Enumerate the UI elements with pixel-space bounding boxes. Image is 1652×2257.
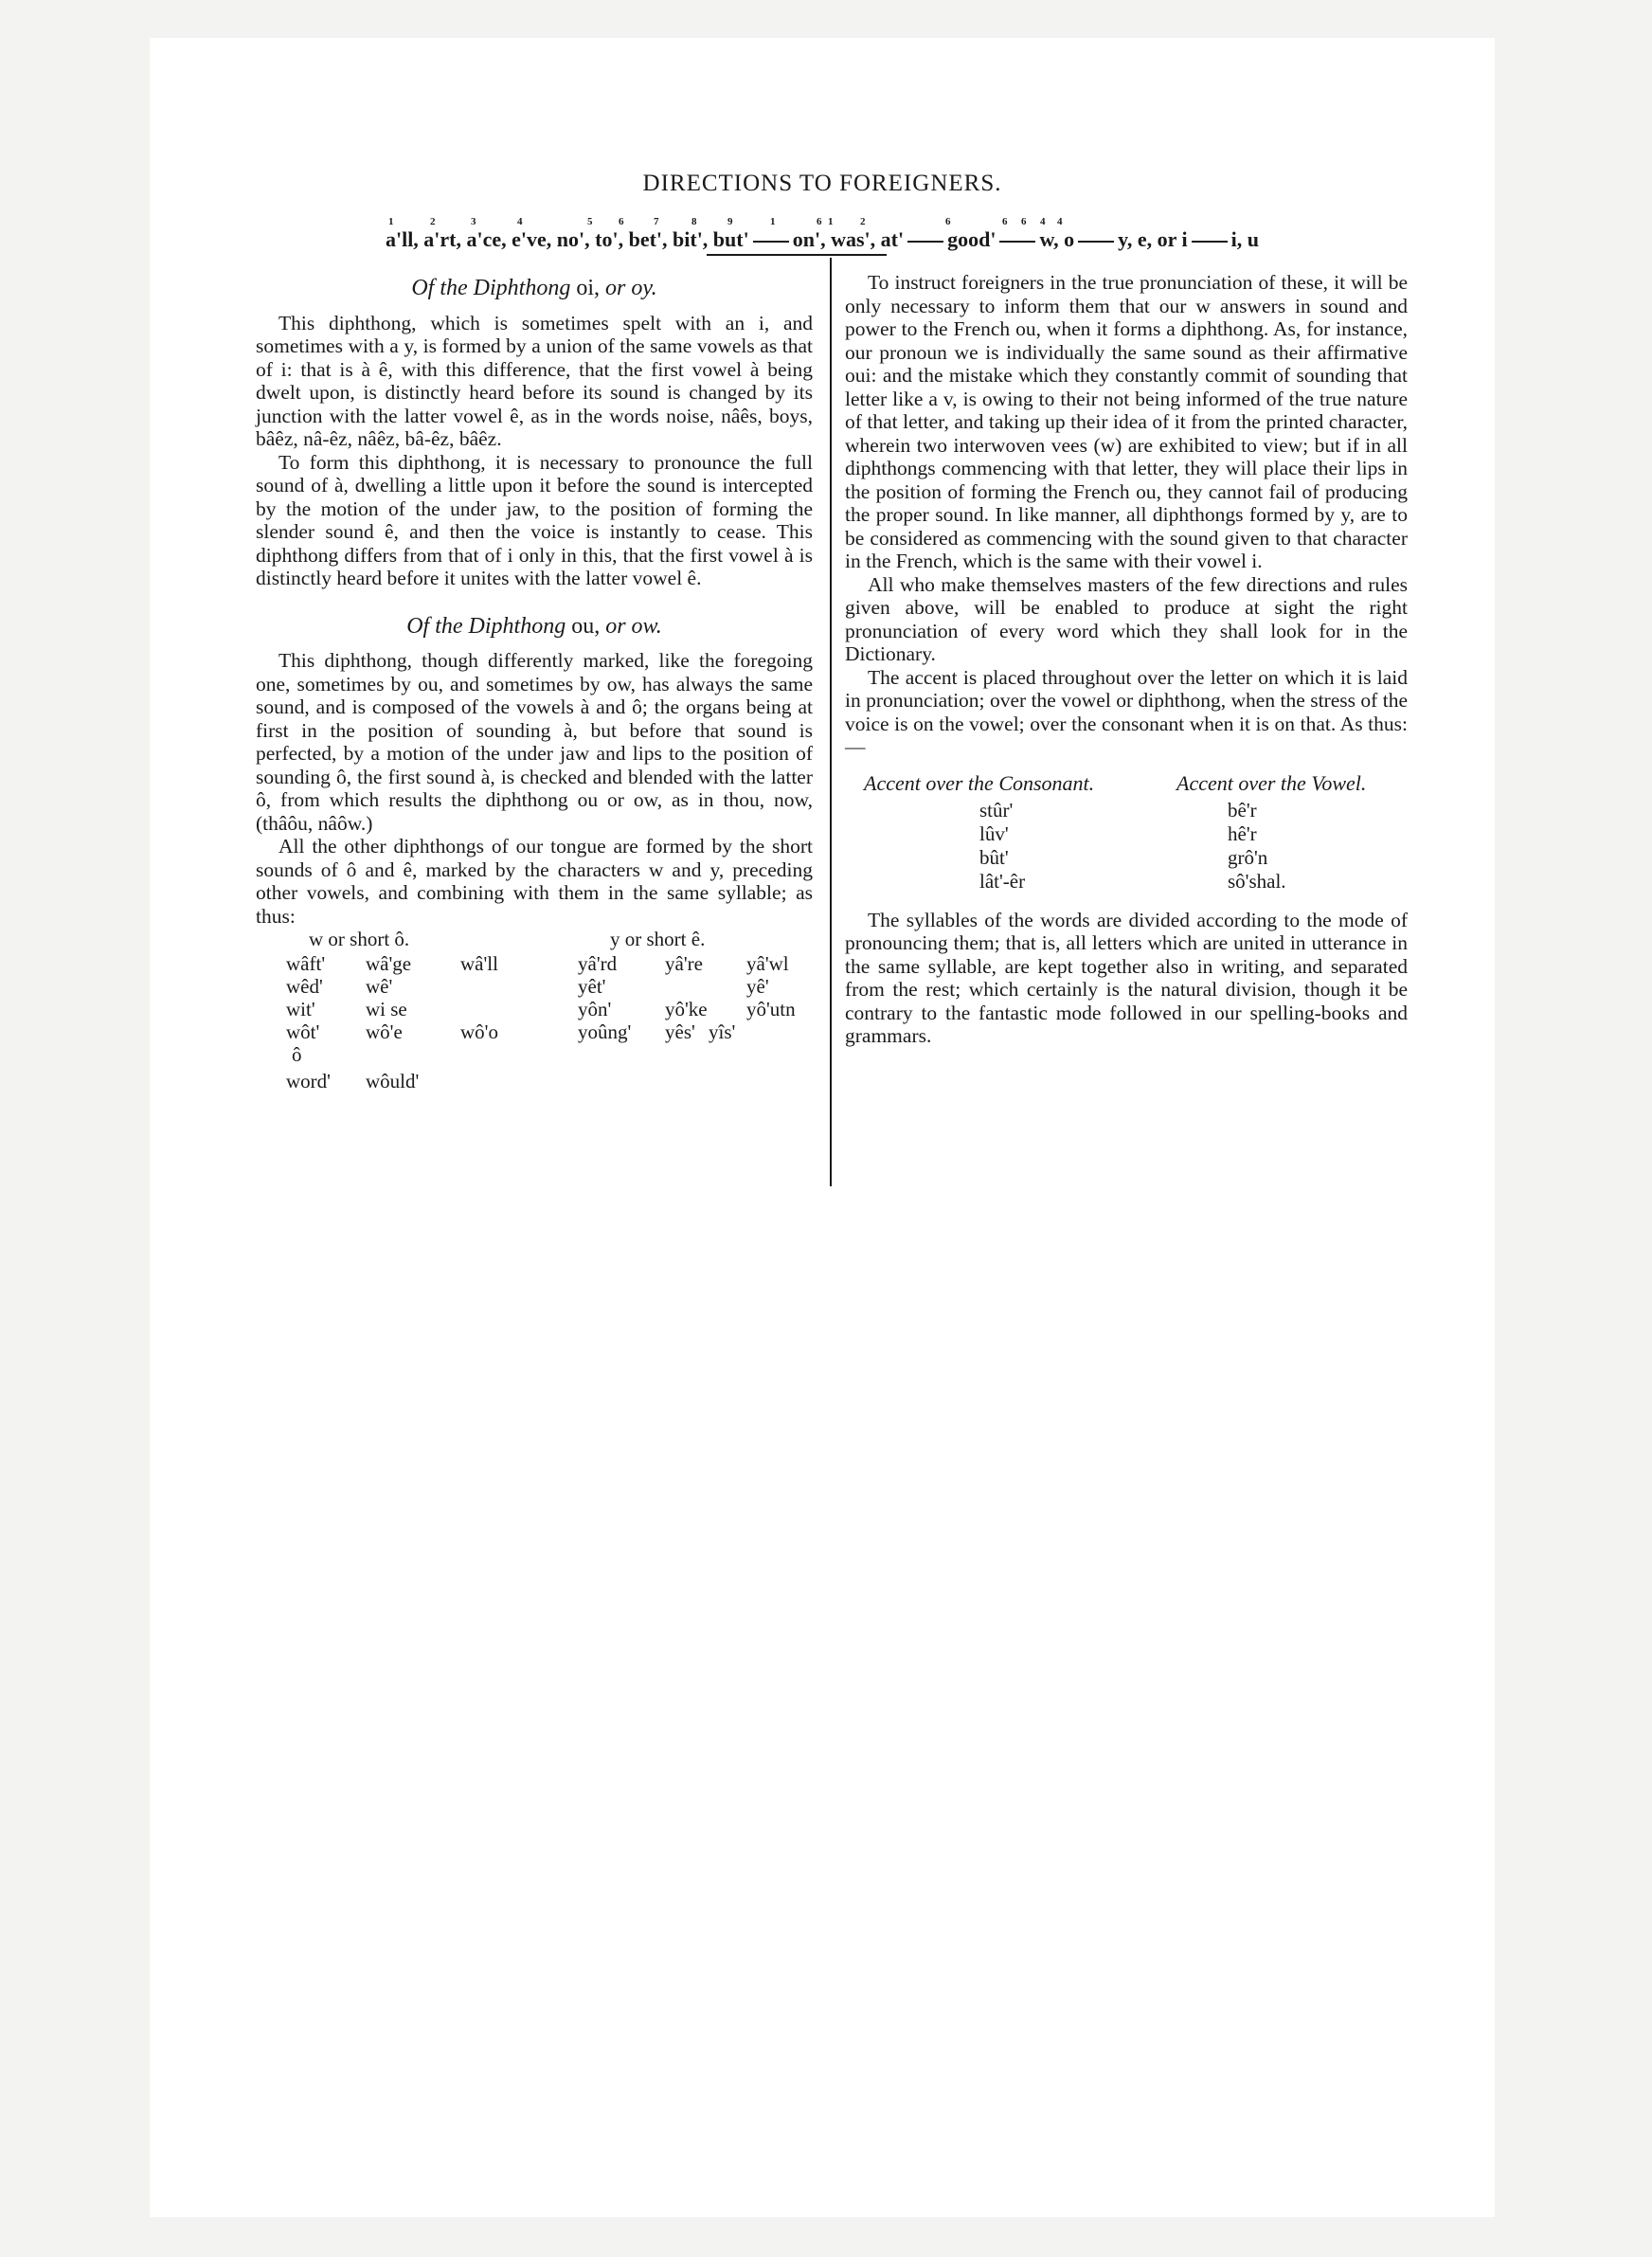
paragraph: To instruct foreigners in the true pronunciation of these, it will be only necessary to inform them that our w answers in sound and power to the French ou, when it forms a diphthong. As, for instance, our pronoun we is individually the same sound as their affirmative oui: and the mistake which they constantly commit of sounding that letter like a v, is owing to their not being informed of the true nature of that letter, and taking up their idea of it from the printed character, wherein two interwoven vees (w) are exhibited to view; but if in all diphthongs commencing with that letter, they will place their lips in the position of forming the French ou, they cannot fail of producing the proper sound. In like manner, all diphthongs formed by y, are to be considered as commencing with the sound given to that character in the French, which is the same with their vowel i. xyxy=(845,271,1408,572)
right-column xyxy=(845,271,1408,1048)
paragraph: To form this diphthong, it is necessary to pronounce the full sound of à, dwelling a little upon it before the sound is intercepted by the motion of the under jaw, to the position of forming the slender sound ê, and then the voice is instantly to cease. This diphthong differs from that of i only in this, that the first vowel à is distinctly heard before it unites with the latter vowel ê. xyxy=(256,450,813,589)
column-divider xyxy=(830,258,832,1186)
example-word: wâft' xyxy=(286,952,326,975)
paragraph: This diphthong, which is sometimes spelt with an i, and sometimes with a y, is formed by a union of the same vowels as that of i: that is à ê, with this difference, that the first vowel à being dwelt upon, is distinctly heard before its sound is changed by its junction with the latter vowel ê, as in the words noise, nâês, boys, bâêz, nâ-êz, nâêz, bâ-êz, bâêz. xyxy=(256,311,813,450)
section-heading-oi xyxy=(256,277,813,300)
key-text: w, o xyxy=(1039,227,1075,251)
key-text: good' xyxy=(947,227,997,251)
key-number: 3 xyxy=(471,216,476,227)
key-number: 1 xyxy=(828,216,834,227)
page-title: DIRECTIONS TO FOREIGNERS. xyxy=(642,171,1002,196)
paragraph: The accent is placed throughout over the letter on which it is laid in pronunciation; over the vowel or diphthong, when the stress of the voice is on the vowel; over the consonant when it is on that. As thus:— xyxy=(845,665,1408,758)
key-number: 4 xyxy=(1057,216,1063,227)
example-word: wô'e xyxy=(366,1020,403,1043)
paragraph: All the other diphthongs of our tongue are formed by the short sounds of ô and ê, marked by the characters w and y, preceding other vowels, and combining with them in the same syllable; as thus: xyxy=(256,835,813,928)
heading-text: ou, xyxy=(566,613,606,639)
key-number: 6 xyxy=(817,216,822,227)
accent-table-headings xyxy=(845,772,1408,799)
example-word: wôuld' xyxy=(366,1070,420,1092)
accent-example-grid xyxy=(845,799,1408,897)
example-word: yô'utn xyxy=(746,998,796,1020)
key-number: 4 xyxy=(1040,216,1046,227)
accent-word: hê'r xyxy=(1228,822,1257,845)
example-word: yôn' xyxy=(578,998,612,1020)
example-word: wâ'ge xyxy=(366,952,412,975)
key-number: 8 xyxy=(691,216,697,227)
diphthong-example-headings xyxy=(256,928,813,952)
w-heading: w or short ô. xyxy=(309,928,410,950)
example-word: yâ'rd xyxy=(578,952,618,975)
key-text: a'll, a'rt, a'ce, e've, no', to', bet', bit', but' xyxy=(385,227,749,251)
accent-word: sô'shal. xyxy=(1228,869,1286,893)
heading-text: Of the Diphthong xyxy=(411,276,571,300)
example-word: yê' xyxy=(746,975,769,998)
accent-vowel-heading: Accent over the Vowel. xyxy=(1176,770,1367,795)
example-word: word' xyxy=(286,1070,331,1092)
example-word: yoûng' xyxy=(578,1020,632,1043)
heading-text: Of the Diphthong xyxy=(406,613,566,639)
example-word: wâ'll xyxy=(460,952,498,975)
example-word: yês' xyxy=(665,1020,695,1043)
example-word: wôt' xyxy=(286,1020,320,1043)
example-word: yêt' xyxy=(578,975,606,998)
key-number: 1 xyxy=(770,216,776,227)
example-word: yâ'wl xyxy=(746,952,789,975)
heading-text: oi, xyxy=(570,276,605,300)
key-number: 1 xyxy=(388,216,394,227)
example-word: wêd' xyxy=(286,975,323,998)
key-number: 6 xyxy=(1002,216,1008,227)
key-number: 5 xyxy=(587,216,593,227)
example-word: yîs' xyxy=(709,1020,736,1043)
example-word: wit' xyxy=(286,998,315,1020)
paragraph: All who make themselves masters of the few directions and rules given above, will be enabled to produce at sight the right pronunciation of every word which they shall look for in the Dictionary. xyxy=(845,572,1408,665)
example-word: ô xyxy=(292,1043,302,1066)
accent-word: bê'r xyxy=(1228,798,1257,822)
paragraph: The syllables of the words are divided according to the mode of pronouncing them; that is, all letters which are united in utterance in the same syllable, are kept together also in writing, and separated from the rest; which certainly is the natural division, though it be contrary to the fantastic mode followed in our spelling-books and grammars. xyxy=(845,908,1408,1047)
key-number: 6 xyxy=(619,216,624,227)
accent-word: bût' xyxy=(979,845,1009,869)
y-heading: y or short ê. xyxy=(610,928,706,950)
book-page xyxy=(150,38,1495,2217)
key-number: 2 xyxy=(860,216,866,227)
example-word: wô'o xyxy=(460,1020,498,1043)
heading-text: or oy. xyxy=(605,276,657,300)
heading-text: or ow. xyxy=(605,613,662,639)
key-text: y, e, or i xyxy=(1118,227,1188,251)
accent-word: lûv' xyxy=(979,822,1009,845)
accent-word: grô'n xyxy=(1228,845,1268,869)
accent-consonant-heading: Accent over the Consonant. xyxy=(864,770,1095,795)
key-number: 2 xyxy=(430,216,436,227)
key-number: 9 xyxy=(727,216,733,227)
left-column xyxy=(256,271,813,1104)
key-text: on', was', at' xyxy=(792,227,905,251)
example-word: yâ're xyxy=(665,952,703,975)
key-number: 4 xyxy=(517,216,523,227)
key-number: 6 xyxy=(945,216,951,227)
diphthong-example-grid xyxy=(256,952,813,1104)
section-heading-ou xyxy=(256,615,813,639)
key-number: 7 xyxy=(654,216,659,227)
key-number: 6 xyxy=(1021,216,1027,227)
accent-word: lât'-êr xyxy=(979,869,1026,893)
paragraph: This diphthong, though differently marked, like the foregoing one, sometimes by ou, and sometimes by ow, has always the same sound, and is composed of the vowels à and ô; the organs being at first in the position of sounding à, but before that sound is perfected, by a motion of the under jaw and lips to the position of sounding ô, the first sound à, is checked and blended with the latter ô, from which results the diphthong ou or ow, as in thou, now, (thâôu, nâôw.) xyxy=(256,649,813,835)
example-word: wi se xyxy=(366,998,407,1020)
key-text: i, u xyxy=(1230,227,1260,251)
key-underline xyxy=(707,254,887,256)
accent-word: stûr' xyxy=(979,798,1014,822)
pronunciation-key-line xyxy=(150,227,1495,252)
example-word: yô'ke xyxy=(665,998,708,1020)
example-word: wê' xyxy=(366,975,393,998)
